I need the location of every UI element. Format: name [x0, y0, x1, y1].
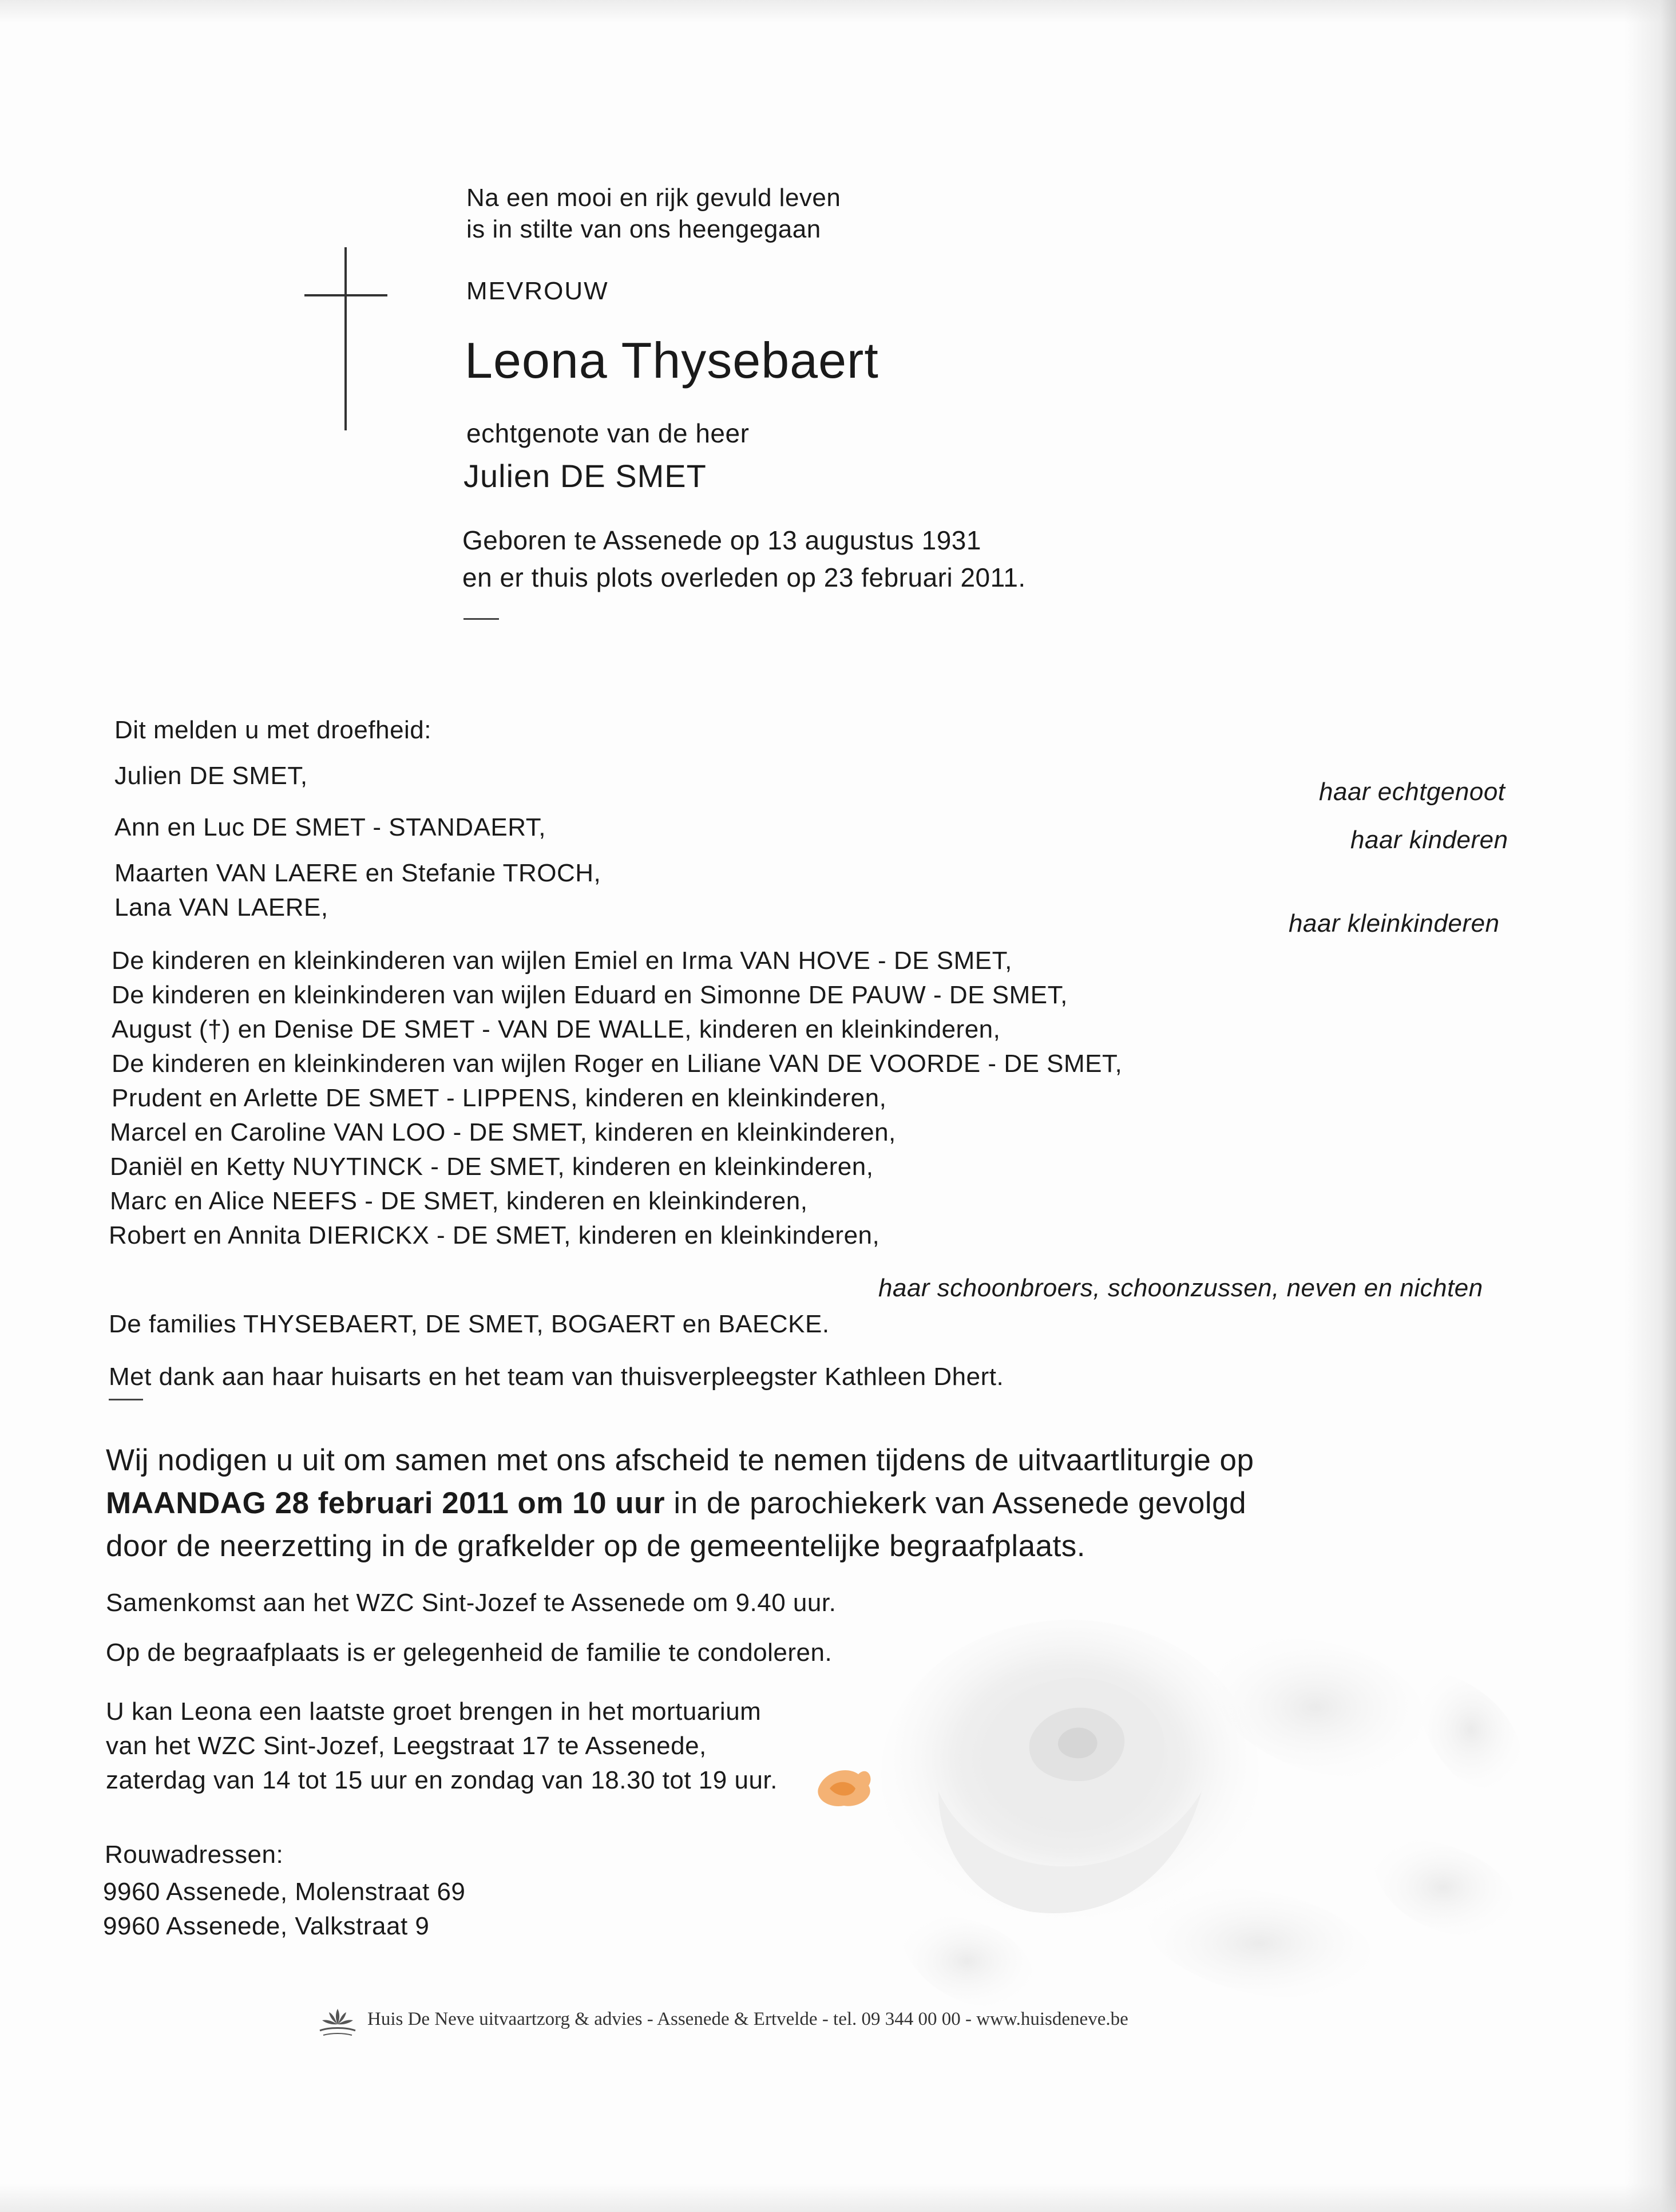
mourner-line: De kinderen en kleinkinderen van wijlen Roger en Liliane VAN DE VOORDE - DE SMET,: [112, 1050, 1123, 1078]
mourner-line: Robert en Annita DIERICKX - DE SMET, kinderen en kleinkinderen,: [109, 1221, 880, 1249]
mourner-line: De kinderen en kleinkinderen van wijlen Eduard en Simonne DE PAUW - DE SMET,: [112, 981, 1068, 1009]
birth-line: Geboren te Assenede op 13 augustus 1931: [462, 525, 981, 555]
mourner-line: De kinderen en kleinkinderen van wijlen Emiel en Irma VAN HOVE - DE SMET,: [112, 947, 1012, 975]
paper-shadow-top: [0, 0, 1676, 23]
intro-line-2: is in stilte van ons heengegaan: [466, 215, 821, 243]
separator-dash: [109, 1399, 143, 1400]
deceased-name: Leona Thysebaert: [465, 332, 879, 389]
visit-line-3: zaterdag van 14 tot 15 uur en zondag van 18.30 tot 19 uur.: [106, 1766, 778, 1794]
mourners-intro: Dit melden u met droefheid:: [114, 716, 432, 744]
relation-children: haar kinderen: [1350, 826, 1508, 854]
honorific-title: MEVROUW: [466, 277, 609, 305]
footer-contact: Huis De Neve uitvaartzorg & advies - Assenede & Ertvelde - tel. 09 344 00 00 - www.huisdeneve.be: [367, 2009, 1128, 2029]
invitation-line-1: Wij nodigen u uit om samen met ons afscheid te nemen tijdens de uitvaartliturgie op: [106, 1443, 1254, 1477]
addresses-label: Rouwadressen:: [105, 1841, 284, 1869]
death-line: en er thuis plots overleden op 23 februari 2011.: [462, 563, 1026, 592]
intro-line-1: Na een mooi en rijk gevuld leven: [466, 184, 841, 212]
mourner-line: Marc en Alice NEEFS - DE SMET, kinderen en kleinkinderen,: [110, 1187, 808, 1215]
spouse-name: Julien DE SMET: [463, 458, 707, 494]
address-1: 9960 Assenede, Molenstraat 69: [103, 1878, 466, 1906]
paper-shadow-right: [1625, 0, 1676, 2212]
service-date: MAANDAG 28 februari 2011 om 10 uur: [106, 1486, 665, 1520]
relation-grandchildren: haar kleinkinderen: [1289, 909, 1500, 937]
cross-icon-bar: [304, 294, 387, 296]
invitation-line-3: door de neerzetting in de grafkelder op de gemeentelijke begraafplaats.: [106, 1529, 1086, 1563]
mourner-line: Prudent en Arlette DE SMET - LIPPENS, kinderen en kleinkinderen,: [112, 1084, 887, 1112]
address-2: 9960 Assenede, Valkstraat 9: [103, 1912, 430, 1940]
visit-line-1: U kan Leona een laatste groet brengen in het mortuarium: [106, 1697, 762, 1726]
mourner-line: Julien DE SMET,: [114, 762, 308, 790]
relation-spouse: haar echtgenoot: [1319, 778, 1505, 806]
mourner-line: Lana VAN LAERE,: [114, 893, 328, 921]
separator-dash: [463, 618, 499, 620]
mourner-line: Maarten VAN LAERE en Stefanie TROCH,: [114, 859, 601, 887]
spouse-intro: echtgenote van de heer: [466, 418, 750, 448]
invitation-line-2: [106, 1485, 1246, 1522]
paper-shadow-bottom: [0, 2183, 1676, 2212]
relation-in-laws: haar schoonbroers, schoonzussen, neven en nichten: [878, 1274, 1483, 1302]
paper-stain: [813, 1760, 875, 1811]
mourner-line: Marcel en Caroline VAN LOO - DE SMET, kinderen en kleinkinderen,: [110, 1118, 896, 1146]
visit-line-2: van het WZC Sint-Jozef, Leegstraat 17 te Assenede,: [106, 1732, 707, 1760]
funeral-home-logo-icon: [318, 2004, 358, 2039]
rose-illustration: [813, 1602, 1602, 2072]
cross-icon: [344, 247, 347, 430]
thanks-line: Met dank aan haar huisarts en het team van thuisverpleegster Kathleen Dhert.: [109, 1363, 1004, 1391]
mourner-line: De families THYSEBAERT, DE SMET, BOGAERT en BAECKE.: [109, 1310, 830, 1338]
gathering-line: Samenkomst aan het WZC Sint-Jozef te Assenede om 9.40 uur.: [106, 1589, 837, 1617]
condolence-line: Op de begraafplaats is er gelegenheid de familie te condoleren.: [106, 1639, 833, 1667]
mourner-line: August (†) en Denise DE SMET - VAN DE WALLE, kinderen en kleinkinderen,: [112, 1015, 1001, 1043]
mourner-line: Daniël en Ketty NUYTINCK - DE SMET, kinderen en kleinkinderen,: [110, 1153, 874, 1181]
mourner-line: Ann en Luc DE SMET - STANDAERT,: [114, 813, 546, 841]
service-location: in de parochiekerk van Assenede gevolgd: [665, 1486, 1247, 1520]
